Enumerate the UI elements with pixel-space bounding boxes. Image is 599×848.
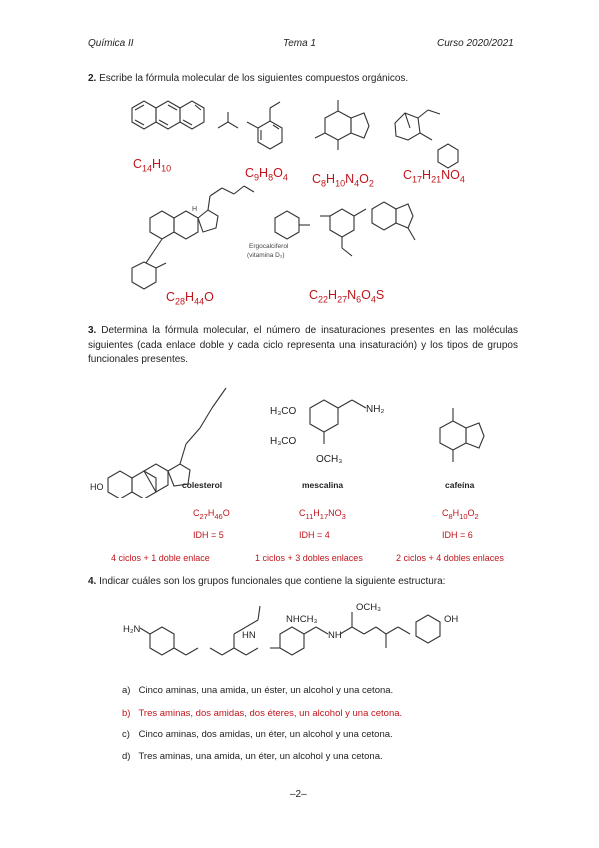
formula-aspirin: $C_9H_8O_4$ (245, 166, 288, 183)
ergocalciferol-sublabel: (vitamina D₂) (247, 252, 285, 259)
formula-ergocalciferol: $C_{28}H_{44}O$ (166, 290, 214, 307)
ergocalciferol-label: Ergocalciferol (249, 243, 289, 250)
q4-structure (120, 594, 480, 674)
idh-caffeine: IDH = 6 (442, 530, 473, 540)
option-text: Cinco aminas, una amida, un éster, un alcohol y una cetona. (138, 685, 394, 696)
option-c[interactable] (122, 729, 393, 740)
ergocalciferol-structure (132, 186, 254, 289)
formula-caffeine-3: $C_8H_{10}O_2$ (442, 508, 479, 521)
svg-text:NH: NH (328, 630, 342, 641)
question-4 (88, 575, 518, 590)
option-letter: a) (122, 685, 131, 696)
formula-mescaline: $C_{11}H_{17}NO_3$ (299, 508, 346, 521)
sildenafil-structure (275, 202, 415, 256)
option-letter: d) (122, 751, 131, 762)
mescaline-structure (310, 400, 366, 444)
desc-caffeine: 2 ciclos + 4 dobles enlaces (396, 553, 504, 563)
svg-text:OH: OH (444, 614, 459, 625)
svg-text:H₂N: H₂N (123, 624, 141, 635)
formula-caffeine: $C_8H_{10}N_4O_2$ (312, 172, 374, 189)
option-d[interactable] (122, 751, 383, 762)
question-3 (88, 324, 518, 368)
option-a[interactable] (122, 685, 393, 696)
option-letter: c) (122, 729, 130, 740)
option-text: Tres aminas, una amida, un éter, un alcohol y una cetona. (138, 751, 383, 762)
formula-sildenafil: $C_{22}H_{27}N_6O_4S$ (309, 288, 385, 305)
header-subject: Química II (88, 38, 134, 49)
svg-text:NH₂: NH₂ (366, 404, 385, 415)
header-topic: Tema 1 (283, 38, 316, 49)
formula-anthracene: $C_{14}H_{10}$ (133, 157, 172, 174)
svg-text:H₃CO: H₃CO (270, 436, 297, 447)
page-number: –2– (290, 789, 307, 800)
question-number: 3. (88, 325, 97, 336)
option-letter: b) (122, 708, 131, 719)
desc-cholesterol: 4 ciclos + 1 doble enlace (111, 553, 210, 563)
formula-cocaine: $C_{17}H_{21}NO_4$ (403, 168, 465, 185)
idh-cholesterol: IDH = 5 (193, 530, 224, 540)
question-text: Determina la fórmula molecular, el número de insaturaciones presentes en las moléculas siguientes (cada enlace doble y cada ciclo representa una insaturación) y los tipos de grupos funcionales presentes. (88, 325, 518, 365)
svg-text:HN: HN (242, 630, 256, 641)
aspirin-structure (218, 102, 282, 149)
svg-text:OCH₃: OCH₃ (316, 454, 343, 465)
formula-cholesterol: $C_{27}H_{46}O$ (193, 508, 230, 521)
svg-text:H: H (192, 206, 198, 213)
molecule-name: mescalina (302, 480, 344, 490)
option-b[interactable] (122, 708, 402, 719)
q2-structures (110, 88, 530, 298)
idh-mescaline: IDH = 4 (299, 530, 330, 540)
question-text: Indicar cuáles son los grupos funcionales que contiene la siguiente estructura: (99, 576, 446, 587)
question-2 (88, 72, 518, 87)
question-number: 4. (88, 576, 97, 587)
anthracene-structure (132, 101, 204, 129)
option-text: Tres aminas, dos amidas, dos éteres, un alcohol y una cetona. (138, 708, 403, 719)
svg-text:OCH₃: OCH₃ (356, 602, 381, 613)
option-text: Cinco aminas, dos amidas, un éter, un alcohol y una cetona. (138, 729, 393, 740)
caffeine-structure-small (315, 100, 369, 150)
svg-text:HO: HO (90, 482, 104, 492)
question-text: Escribe la fórmula molecular de los siguientes compuestos orgánicos. (99, 73, 409, 84)
cocaine-structure (395, 110, 458, 168)
question-number: 2. (88, 73, 97, 84)
svg-text:NHCH₃: NHCH₃ (286, 614, 318, 625)
caffeine-structure (440, 408, 484, 462)
molecule-name: cafeína (445, 480, 475, 490)
svg-text:H₃CO: H₃CO (270, 406, 297, 417)
molecule-name: colesterol (182, 480, 223, 490)
desc-mescaline: 1 ciclos + 3 dobles enlaces (255, 553, 363, 563)
header-course: Curso 2020/2021 (437, 38, 514, 49)
